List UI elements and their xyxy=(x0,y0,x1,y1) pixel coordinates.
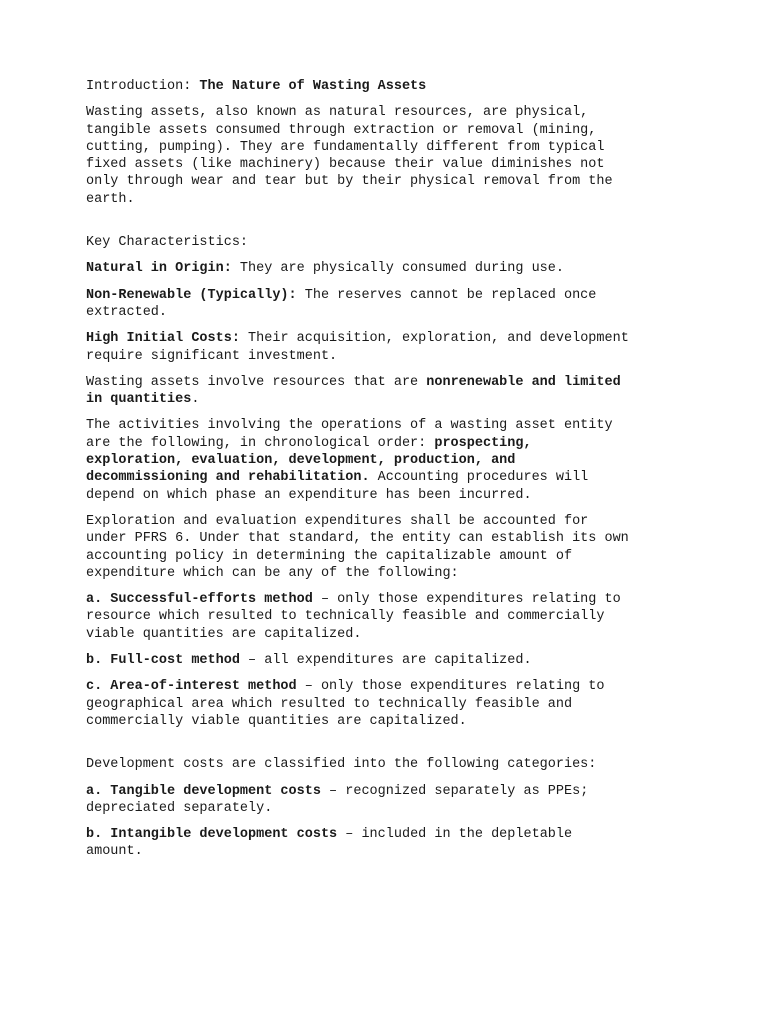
nonrenewable-pre: Wasting assets involve resources that are xyxy=(86,374,427,390)
nonrenewable-post: . xyxy=(191,392,200,408)
nonrenewable-paragraph xyxy=(86,374,706,409)
key-characteristics-heading: Key Characteristics: xyxy=(86,235,249,251)
development-term: b. Intangible development costs xyxy=(86,827,338,843)
nonrenewable-bold: nonrenewable and limited in quantities xyxy=(86,374,621,408)
characteristic-item xyxy=(86,287,706,322)
method-item xyxy=(86,678,706,730)
activities-paragraph xyxy=(86,417,706,503)
exploration-paragraph: Exploration and evaluation expenditures shall be accounted for under PFRS 6. Under that standard, the entity can establish its own accounting policy in determining the capitalizable amount of expenditure which can be any of the following: xyxy=(86,513,629,581)
intro-paragraph: Wasting assets, also known as natural resources, are physical, tangible assets consumed through extraction or removal (mining, cutting, pumping). They are fundamentally different from typical fixed assets (like machinery) because their value diminishes not only through wear and tear but by their physical removal from the earth. xyxy=(86,105,613,207)
method-term: c. Area-of-interest method xyxy=(86,679,297,695)
method-item xyxy=(86,591,706,643)
intro-title: The Nature of Wasting Assets xyxy=(199,79,427,94)
method-term: a. Successful-efforts method xyxy=(86,592,313,608)
document-page xyxy=(86,78,706,861)
activities-bold: prospecting, exploration, evaluation, development, production, and decommissioning and rehabilitation. xyxy=(86,435,532,486)
characteristic-term: Natural in Origin: xyxy=(86,261,232,277)
intro-heading xyxy=(86,78,706,95)
development-heading: Development costs are classified into the following categories: xyxy=(86,757,597,773)
characteristic-text: Their acquisition, exploration, and development require significant investment. xyxy=(86,331,629,364)
activities-post: Accounting procedures will depend on which phase an expenditure has been incurred. xyxy=(86,470,589,503)
development-item xyxy=(86,826,706,861)
intro-label: Introduction: xyxy=(86,79,200,94)
characteristic-text: The reserves cannot be replaced once extracted. xyxy=(86,287,597,320)
method-text: – all expenditures are capitalized. xyxy=(239,653,532,669)
characteristic-term: Non-Renewable (Typically): xyxy=(86,287,297,303)
method-text: – only those expenditures relating to geographical area which resulted to technically feasible and commercially viable quantities are capitalized. xyxy=(86,679,605,729)
method-term: b. Full-cost method xyxy=(86,653,240,669)
activities-pre: The activities involving the operations of a wasting asset entity are the following, in chronological order: xyxy=(86,418,613,451)
characteristic-term: High Initial Costs: xyxy=(86,331,240,347)
characteristic-text: They are physically consumed during use. xyxy=(231,261,564,277)
development-text: – included in the depletable amount. xyxy=(86,827,573,860)
development-item xyxy=(86,783,706,818)
method-item xyxy=(86,652,706,669)
characteristic-item xyxy=(86,260,706,277)
method-text: – only those expenditures relating to resource which resulted to technically feasible and commercially viable quantities are capitalized. xyxy=(86,592,621,642)
development-text: – recognized separately as PPEs; depreciated separately. xyxy=(86,783,589,816)
development-term: a. Tangible development costs xyxy=(86,783,321,799)
characteristic-item xyxy=(86,330,706,365)
